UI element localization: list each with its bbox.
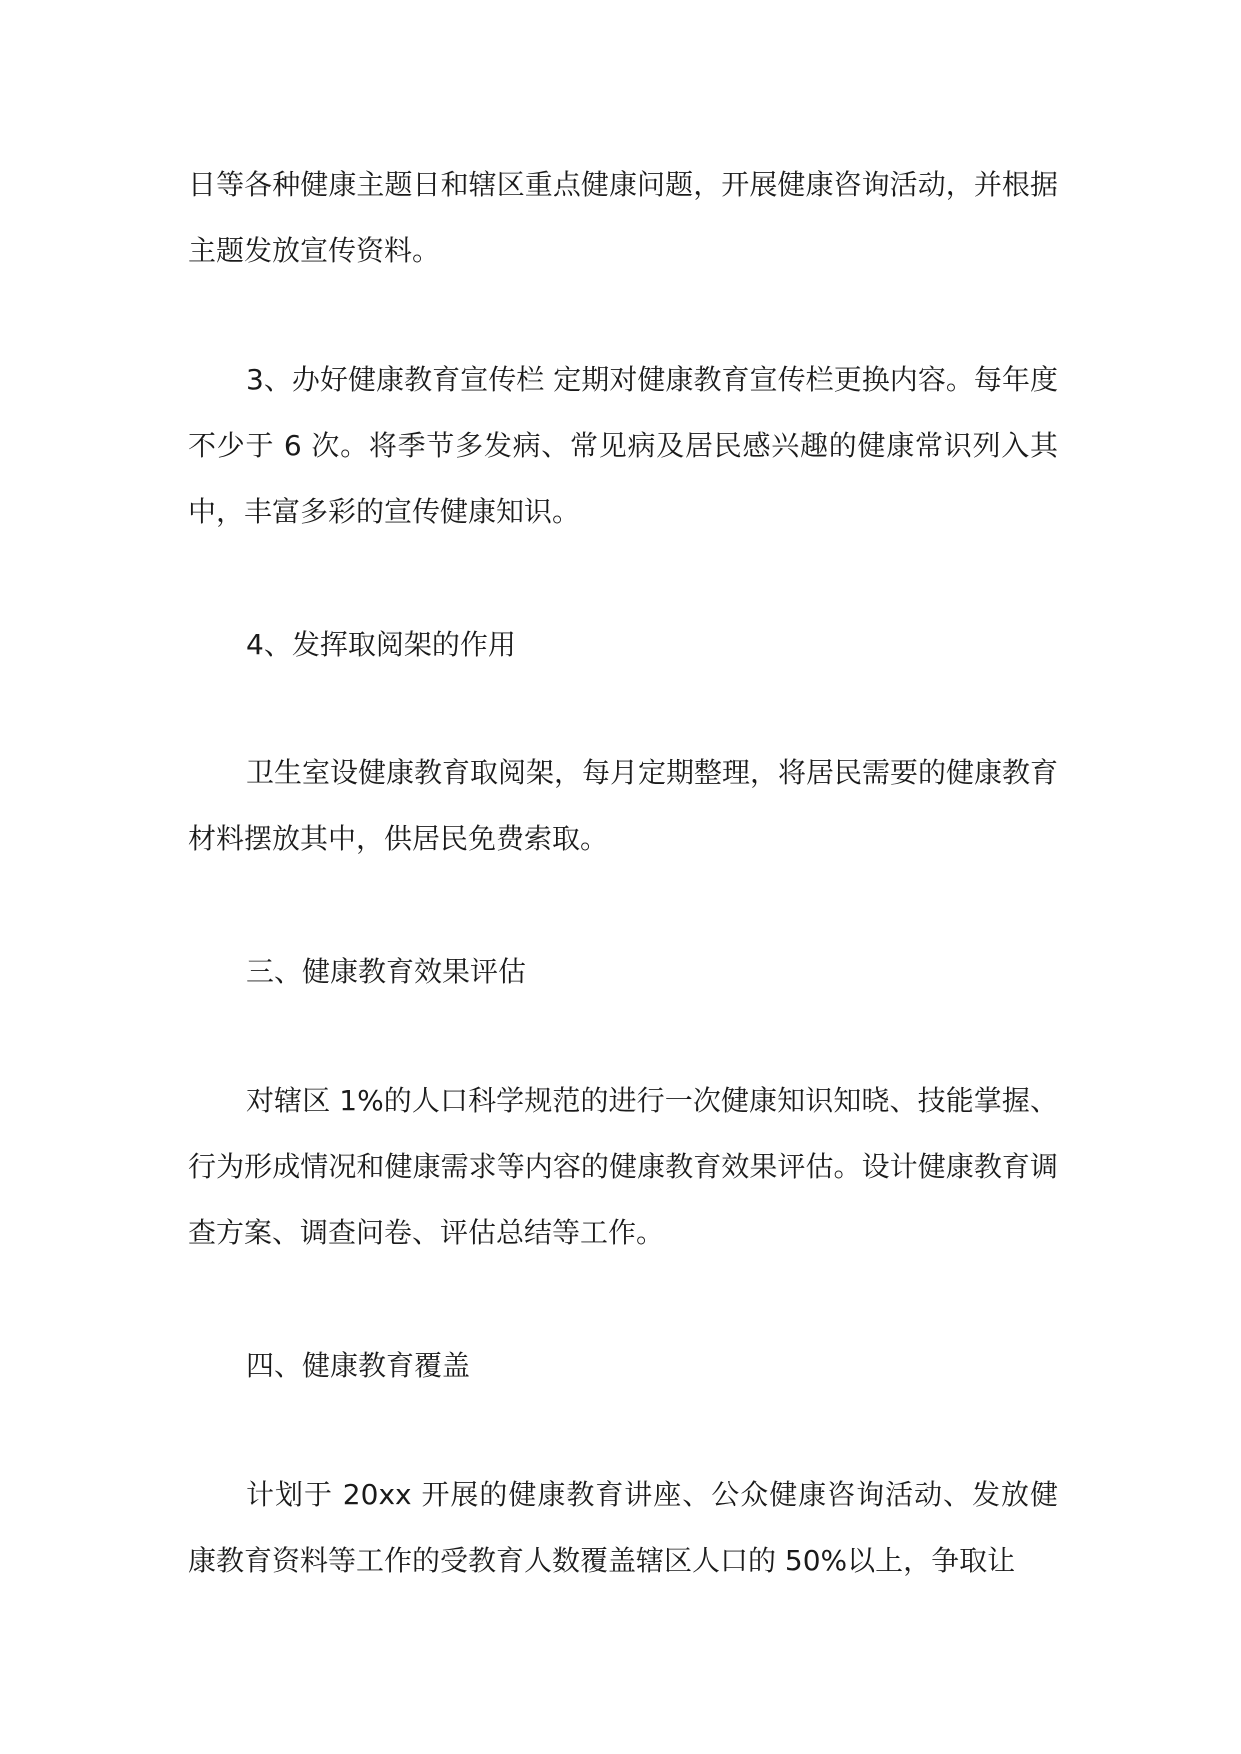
paragraph-education-coverage: 计划于 20xx 开展的健康教育讲座、公众健康咨询活动、发放健康教育资料等工作的受教育人数覆盖辖区人口的 50%以上，争取让 xyxy=(188,1478,1058,1577)
heading-effect-evaluation: 三、健康教育效果评估 xyxy=(246,955,527,988)
paragraph-health-days-continuation: 日等各种健康主题日和辖区重点健康问题，开展健康咨询活动，并根据主题发放宣传资料。 xyxy=(188,168,1058,267)
heading-reading-rack: 4、发挥取阅架的作用 xyxy=(246,628,516,661)
paragraph-reading-rack: 卫生室设健康教育取阅架，每月定期整理，将居民需要的健康教育材料摆放其中，供居民免费索取。 xyxy=(188,756,1059,855)
paragraph-effect-evaluation: 对辖区 1%的人口科学规范的进行一次健康知识知晓、技能掌握、行为形成情况和健康需求等内容的健康教育效果评估。设计健康教育调查方案、调查问卷、评估总结等工作。 xyxy=(188,1084,1058,1249)
heading-education-coverage: 四、健康教育覆盖 xyxy=(246,1349,471,1382)
paragraph-bulletin-board: 3、办好健康教育宣传栏 定期对健康教育宣传栏更换内容。每年度不少于 6 次。将季节多发病、常见病及居民感兴趣的健康常识列入其中，丰富多彩的宣传健康知识。 xyxy=(188,363,1058,528)
